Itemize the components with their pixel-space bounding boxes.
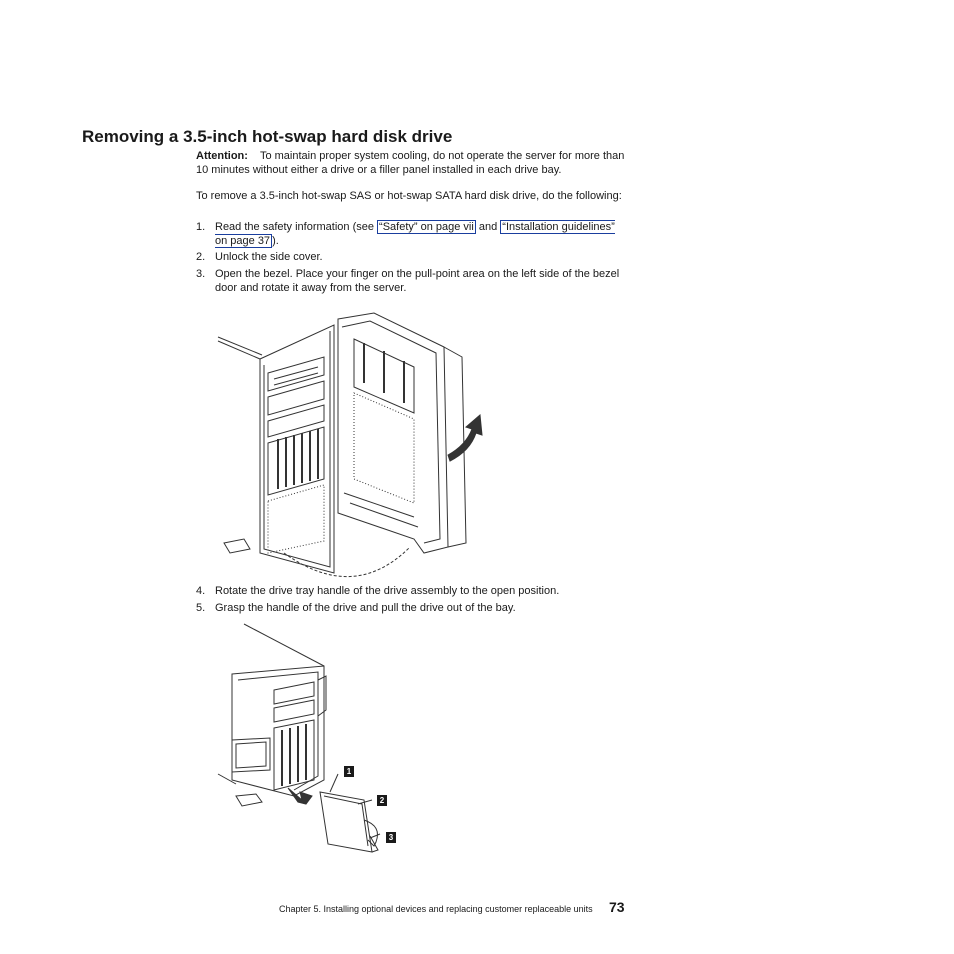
step-text: Rotate the drive tray handle of the drive assembly to the open position.: [215, 585, 560, 597]
installation-guidelines-link[interactable]: “Installation guidelines” on page 37: [215, 221, 615, 247]
step-text: Grasp the handle of the drive and pull the drive out of the bay.: [215, 602, 516, 614]
callout-2: 2: [377, 795, 387, 806]
step-number: 5.: [196, 602, 206, 614]
attention-text: To maintain proper system cooling, do not operate the server for more than 10 minutes without either a drive or a filler panel installed in each drive bay.: [196, 150, 625, 176]
attention-label: Attention:: [196, 150, 248, 162]
footer-chapter: Chapter 5. Installing optional devices and replacing customer replaceable units: [279, 904, 593, 914]
step-text: Read the safety information (see “Safety” on page vii and “Installation guidelines” on page 37 ).: [215, 221, 615, 247]
callout-1: 1: [344, 766, 354, 777]
intro-paragraph: To remove a 3.5-inch hot-swap SAS or hot-swap SATA hard disk drive, do the following:: [196, 190, 622, 202]
page-number: 73: [609, 899, 625, 915]
step-number: 4.: [196, 585, 206, 597]
bezel-open-illustration: [214, 303, 494, 588]
callout-3: 3: [386, 832, 396, 843]
step-text: Unlock the side cover.: [215, 251, 323, 263]
step-number: 1.: [196, 221, 206, 233]
step-number: 3.: [196, 268, 206, 280]
step-text: Open the bezel. Place your finger on the pull-point area on the left side of the bezel door and rotate it away from the server.: [215, 268, 620, 294]
safety-link[interactable]: “Safety” on page vii: [379, 221, 474, 233]
attention-notice: [196, 149, 626, 177]
step-number: 2.: [196, 251, 206, 263]
drive-removal-illustration: [214, 620, 404, 860]
page-title: Removing a 3.5-inch hot-swap hard disk drive: [82, 127, 453, 146]
